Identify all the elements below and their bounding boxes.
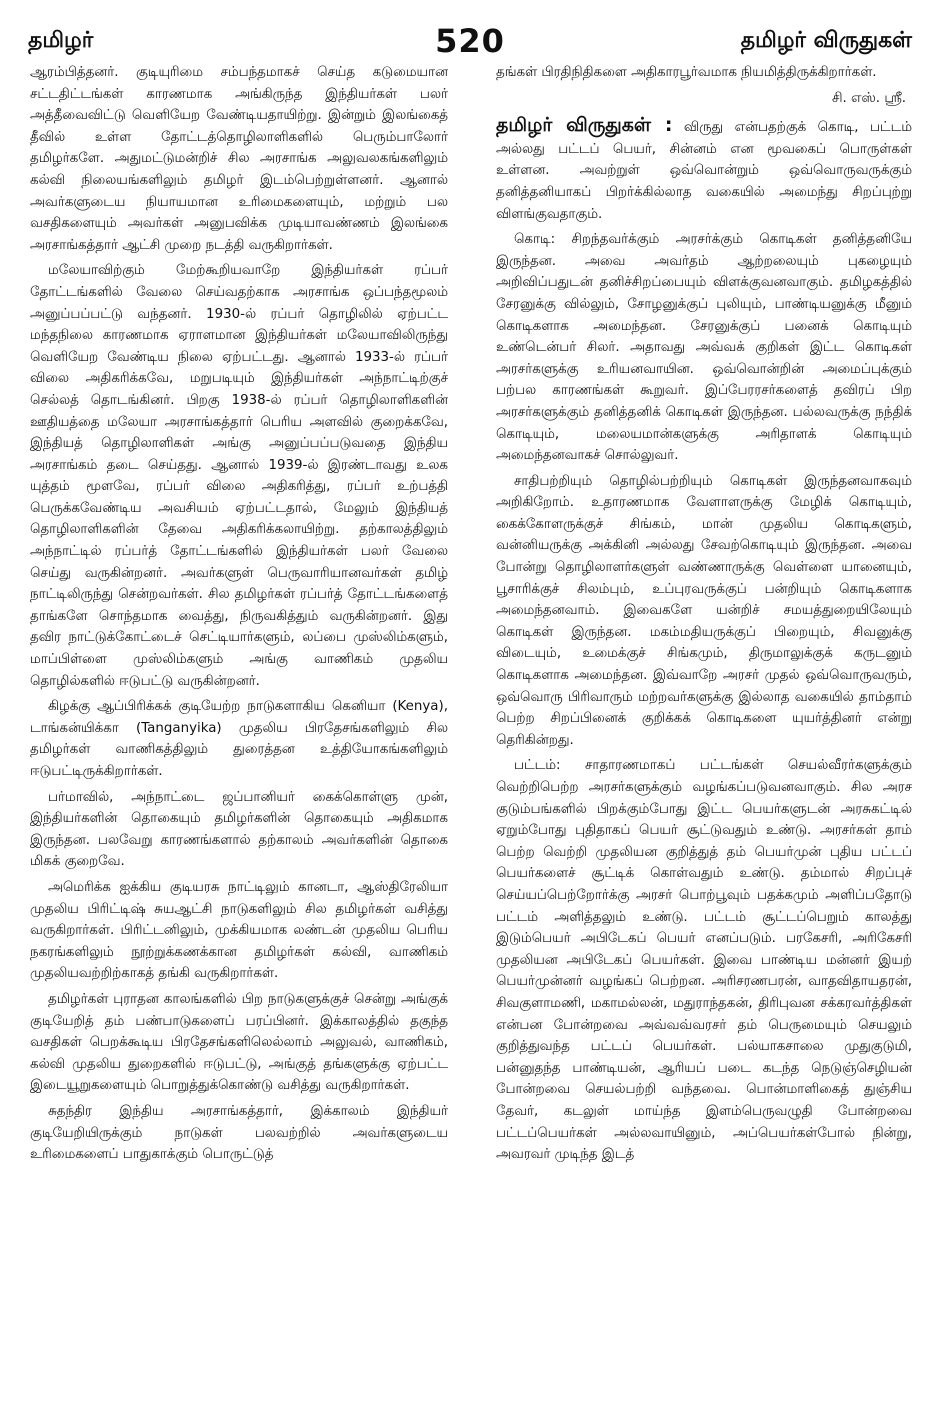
- left-column: [30, 62, 448, 1170]
- paragraph-text: விருது என்பதற்குக் கொடி, பட்டம் அல்லது பட்டப் பெயர், சின்னம் என மூவகைப் பொருள்கள் உள்ளன. அவற்றுள் ஒவ்வொன்றும் ஒவ்வொருவருக்கும் தனித்தனியாகப் பிறர்க்கில்லாத வகையில் அமைந்து சிறப்புற்று விளங்குவதாகும்.: [496, 120, 913, 222]
- paragraph: ஆரம்பித்தனர். குடியுரிமை சம்பந்தமாகச் செய்த கடுமையான சட்டதிட்டங்கள் காரணமாக அங்கிருந்த இந்தியர்கள் பலர் அத்தீவைவிட்டு வெளியேற வேண்டியதாயிற்று. இன்றும் இலங்கைத் தீவில் உள்ள தோட்டத்தொழிலாளிகளில் பெரும்பாலோர் தமிழர்களே. அதுமட்டுமன்றிச் சில அரசாங்க அலுவலகங்களிலும் கல்வி நிலையங்களிலும் தமிழர் இடம்பெற்றுள்ளனர். ஆனால் அவர்களுடைய நியாயமான உரிமைகளையும், மற்றும் பல வசதிகளையும் அவர்கள் அனுபவிக்க முடியாவண்ணம் இலங்கை அரசாங்கத்தார் ஆட்சி முறை நடத்தி வருகிறார்கள்.: [30, 65, 448, 253]
- page-number: 520: [435, 22, 505, 60]
- paragraph: பட்டம்: சாதாரணமாகப் பட்டங்கள் செயல்வீரர்களுக்கும் வெற்றிபெற்ற அரசர்களுக்கும் வழங்கப்படுவனவாகும். சில அரச குடும்பங்களில் பிறக்கும்போது இட்ட பெயர்களுடன் அரசுகட்டில் ஏறும்போது புதிதாகப் பெயர் சூட்டுவதும் உண்டு. அரசர்கள் தாம் பெற்ற வெற்றி முதலியன குறித்துத் தம் பெயர்முன் புதிய பட்டப் பெயர்களைச் சூட்டிக் கொள்வதும் உண்டு. தம்மால் சிறப்புச் செய்யப்பெற்றோர்க்கு அரசர் பொற்பூவும் பதக்கமும் அளிப்பதோடு பட்டம் அளித்தலும் உண்டு. பட்டம் சூட்டப்பெறும் காலத்து இடும்பெயர் அபிடேகப் பெயர் எனப்படும். பரகேசரி, அரிகேசரி முதலியன அபிடேகப் பெயர்கள். இவை பாண்டிய மன்னர் இயற் பெயர்முன்னர் வழங்கப் பெற்றன. அரிசரணபரன், வாதவிதாயதரன், சிவகுளாமணி, மகாமல்லன், மதுராந்தகன், திரிபுவன சக்கரவர்த்திகள் என்பன போன்றவை அவ்வவ்வரசர் தம் பெருமையும் செயலும் குறித்துவந்த பட்டப் பெயர்கள். பல்யாகசாலை முதுகுடுமி, பன்னுதந்த பாண்டியன், ஆரியப் படை கடந்த நெடுஞ்செழியன் போன்றவை செயல்பற்றி வந்தவை. பொன்மாளிகைத் துஞ்சிய தேவர், கடலுள் மாய்ந்த இளம்பெருவழுதி போன்றவை பட்டப்பெயர்கள் அல்லவாயினும், அப்பெயர்கள்போல் நின்று, அவரவர் முடிந்த இடத்: [496, 758, 912, 1163]
- paragraph: மலேயாவிற்கும் மேற்கூறியவாறே இந்தியர்கள் ரப்பர் தோட்டங்களில் வேலை செய்வதற்காக அரசாங்க ஒப்பந்தமூலம் அனுப்பப்பட்டு வந்தனர். 1930-ல் ரப்பர் தொழிலில் ஏற்பட்ட மந்தநிலை காரணமாக ஏராளமான இந்தியர்கள் மலேயாவிலிருந்து வெளியேற வேண்டிய நிலை ஏற்பட்டது. ஆனால் 1933-ல் ரப்பர் விலை அதிகரிக்கவே, மறுபடியும் இந்தியர்கள் அந்நாட்டிற்குச் செல்லத் தொடங்கினர். பிறகு 1938-ல் ரப்பர் தொழிலாளிகளின் ஊதியத்தை மலேயா அரசாங்கத்தார் பெரிய அளவில் குறைக்கவே, இந்தியத் தொழிலாளிகள் அங்கு அனுப்பப்படுவதை இந்திய அரசாங்கம் தடை செய்தது. ஆனால் 1939-ல் இரண்டாவது உலக யுத்தம் மூளவே, ரப்பர் விலை அதிகரித்து, ரப்பர் உற்பத்தி பெருக்கவேண்டிய அவசியம் ஏற்பட்டதால், மேலும் இந்தியத் தொழிலாளிகளின் தேவை அதிகரிக்கலாயிற்று. தற்காலத்திலும் அந்நாட்டில் ரப்பர்த் தோட்டங்களில் இந்தியர்கள் பலர் வேலை செய்து வருகின்றனர். அவர்களுள் பெருவாரியானவர்கள் தமிழ் நாட்டிலிருந்து சென்றவர்கள். சில தமிழர்கள் ரப்பர்த் தோட்டங்களைத் தாங்களே சொந்தமாக வைத்து, நிருவகித்தும் வருகின்றனர். இது தவிர நாட்டுக்கோட்டைச் செட்டியார்களும், லப்பை முஸ்லிம்களும், மாப்பிள்ளை முஸ்லிம்களும் அங்கு வாணிகம் முதலிய தொழில்களில் ஈடுபட்டு வருகின்றனர்.: [30, 263, 448, 689]
- page-header: [28, 22, 912, 62]
- running-head-right: தமிழர் விருதுகள்: [740, 28, 912, 53]
- paragraph: சாதிபற்றியும் தொழில்பற்றியும் கொடிகள் இருந்தனவாகவும் அறிகிறோம். உதாரணமாக வேளாளருக்கு மேழிக் கொடியும், கைக்கோளருக்குச் சிங்கம், மான் முதலிய கொடிகளும், வன்னியருக்கு அக்கினி அல்லது சேவற்கொடியும் இருந்தன. அவை போன்று தொழிலாளர்களுள் வண்ணாருக்கு வெள்ளை யானையும், பூசாரிக்குச் சிலம்பும், உப்புரவருக்குப் பன்றியும் கொடிகளாக அமைந்தனவாம். இவைகளே யன்றிச் சமயத்துறையிலேயும் கொடிகள் இருந்தன. மகம்மதியருக்குப் பிறையும், சிவனுக்கு விடையும், உமைக்குச் சிங்கமும், திருமாலுக்குக் கருடனும் கொடிகளாக அமைந்தன. இவ்வாறே அரசர் முதல் ஒவ்வொருவரும், ஒவ்வொரு பிரிவாரும் மற்றவர்களுக்கு இல்லாத வகையில் தாம்தாம் பெற்ற சிறப்பினைக் குறிக்கக் கொடிகளை யுயர்த்தினர் என்று தெரிகின்றது.: [496, 473, 912, 748]
- paragraph: அமெரிக்க ஐக்கிய குடியரசு நாட்டிலும் கானடா, ஆஸ்திரேலியா முதலிய பிரிட்டிஷ் சுயஆட்சி நாடுகளிலும் சில தமிழர்கள் வசித்து வருகிறார்கள். பிரிட்டனிலும், முக்கியமாக லண்டன் முதலிய பெரிய நகரங்களிலும் நூற்றுக்கணக்கான தமிழர்கள் கல்வி, வாணிகம் முதலியவற்றிற்காகத் தங்கி வருகிறார்கள்.: [30, 879, 448, 982]
- paragraph: தமிழர்கள் புராதன காலங்களில் பிற நாடுகளுக்குச் சென்று அங்குக் குடியேறித் தம் பண்பாடுகளைப் பரப்பினர். இக்காலத்தில் தகுந்த வசதிகள் பெறக்கூடிய பிரதேசங்களிலெல்லாம் அலுவல், வாணிகம், கல்வி முதலிய துறைகளில் ஈடுபட்டு, அங்குத் தங்களுக்கு ஏற்பட்ட இடையூறுகளையும் பொறுத்துக்கொண்டு வசித்து வருகிறார்கள்.: [30, 991, 448, 1094]
- article-heading: தமிழர் விருதுகள் :: [496, 114, 673, 137]
- author-signature: சி. எஸ். ஸ்ரீ.: [831, 90, 906, 106]
- running-head-left: தமிழர்: [28, 28, 94, 53]
- right-column: [496, 62, 912, 1170]
- paragraph: சுதந்திர இந்திய அரசாங்கத்தார், இக்காலம் இந்தியர் குடியேறியிருக்கும் நாடுகள் பலவற்றில் அவர்களுடைய உரிமைகளைப் பாதுகாக்கும் பொருட்டுத்: [30, 1103, 448, 1163]
- paragraph: கிழக்கு ஆப்பிரிக்கக் குடியேற்ற நாடுகளாகிய கெனியா (Kenya), டாங்கன்யிக்கா (Tanganyika) முதலிய பிரதேசங்களிலும் சில தமிழர்கள் வாணிகத்திலும் துரைத்தன உத்தியோகங்களிலும் ஈடுபட்டிருக்கிறார்கள்.: [30, 699, 448, 779]
- paragraph: தங்கள் பிரதிநிதிகளை அதிகாரபூர்வமாக நியமித்திருக்கிறார்கள்.: [496, 65, 877, 80]
- paragraph: கொடி: சிறந்தவர்க்கும் அரசர்க்கும் கொடிகள் தனித்தனியே இருந்தன. அவை அவர்தம் ஆற்றலையும் புகழையும் அறிவிப்பதுடன் தனிச்சிறப்பையும் விளக்குவனவாகும். தமிழகத்தில் சேரனுக்கு வில்லும், சோழனுக்குப் புலியும், பாண்டியனுக்கு மீனும் கொடிகளாக அமைந்தன. சேரனுக்குப் பனைக் கொடியும் உண்டென்பர் சிலர். அதாவது அவ்வக் குறிகள் இட்ட கொடிகள் அரசர்களுக்கு உரியனவாயின. ஒவ்வொன்றின் அமைப்புக்கும் பற்பல காரணங்கள் கூறுவர். இப்பேரரசர்களைத் தவிரப் பிற அரசர்களுக்கும் தனித்தனிக் கொடிகள் இருந்தன. பல்லவருக்கு நந்திக் கொடியும், மலையமான்களுக்கு அரிதாளக் கொடியும் அமைந்தனவாகச் சொல்லுவர்.: [496, 232, 912, 464]
- article-intro: [496, 115, 912, 225]
- paragraph: பர்மாவில், அந்நாட்டை ஜப்பானியர் கைக்கொள்ளு முன், இந்தியர்களின் தொகையும் தமிழர்களின் தொகையும் அதிகமாக இருந்தன. பலவேறு காரணங்களால் தற்காலம் அவர்களின் தொகை மிகக் குறைவே.: [30, 789, 448, 870]
